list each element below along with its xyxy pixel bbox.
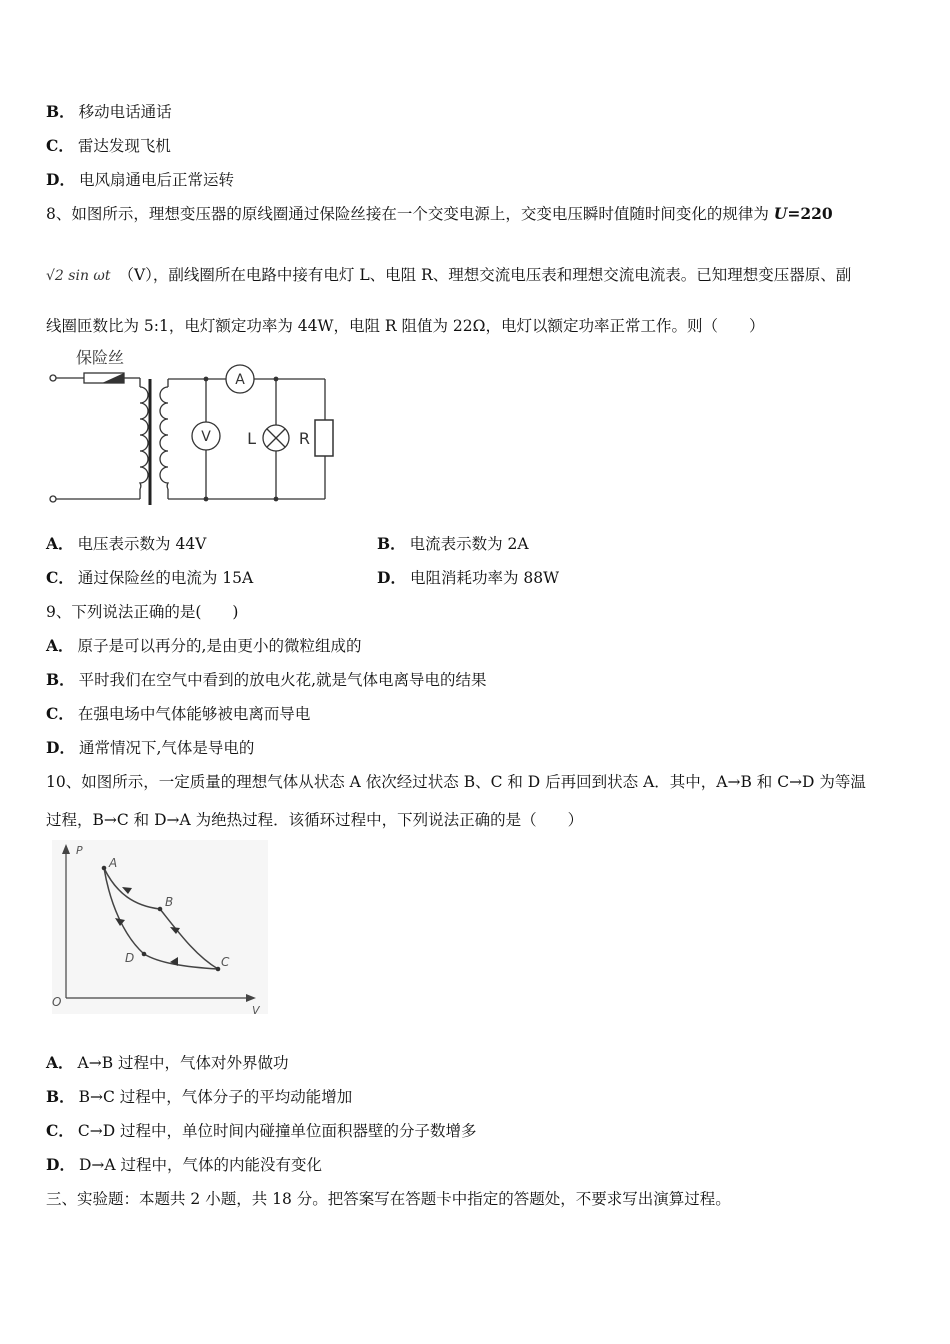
v-axis-label: V <box>252 1004 260 1017</box>
option-text: 电流表示数为 2A <box>409 535 529 553</box>
q8-option-a <box>46 533 206 555</box>
q10-option-c <box>46 1120 477 1142</box>
q8-option-c <box>46 567 253 589</box>
input-terminal-bottom <box>50 496 56 502</box>
option-label: A． <box>46 1053 74 1072</box>
q9-option-a <box>46 635 361 657</box>
q8-text: 线圈匝数比为 5:1，电灯额定功率为 44W，电阻 R 阻值为 22Ω，电灯以额定功率正常工作。则（ ） <box>46 317 765 335</box>
option-label: C． <box>46 1121 74 1140</box>
option-text: 通过保险丝的电流为 15A <box>77 569 254 587</box>
input-terminal-top <box>50 375 56 381</box>
option-label: D． <box>46 1155 75 1174</box>
option-label: B． <box>46 102 75 121</box>
option-text: 在强电场中气体能够被电离而导电 <box>77 705 311 723</box>
secondary-coil <box>160 387 168 489</box>
ammeter-label: A <box>235 372 245 388</box>
option-label: C． <box>46 568 74 587</box>
q9-option-d <box>46 737 254 759</box>
option-text: 电阻消耗功率为 88W <box>409 569 560 587</box>
point-d-label: D <box>125 951 135 965</box>
q8-u-eq: =220 <box>787 204 833 223</box>
q8-stem-line2 <box>46 264 851 287</box>
section-3-text: 三、实验题：本题共 2 小题，共 18 分。把答案写在答题卡中指定的答题处，不要求写出演算过程。 <box>46 1190 731 1208</box>
q10-option-d <box>46 1154 322 1176</box>
point-b-label: B <box>165 895 174 909</box>
option-text: B→C 过程中，气体分子的平均动能增加 <box>78 1088 353 1106</box>
option-label: C． <box>46 704 74 723</box>
origin-label: O <box>52 995 62 1009</box>
q10-text: 10、如图所示，一定质量的理想气体从状态 A 依次经过状态 B、C 和 D 后再回到状态 A．其中，A→B 和 C→D 为等温 <box>46 773 866 791</box>
q10-option-b <box>46 1086 352 1108</box>
q9-text: 9、下列说法正确的是( ) <box>46 603 239 621</box>
option-text: 电压表示数为 44V <box>77 535 207 553</box>
option-text: C→D 过程中，单位时间内碰撞单位面积器壁的分子数增多 <box>77 1122 477 1140</box>
q8-option-b <box>377 533 529 555</box>
p-axis-label: P <box>76 844 83 857</box>
q7-option-c <box>46 135 171 157</box>
point-c-label: C <box>221 955 230 969</box>
q8-text: （V），副线圈所在电路中接有电灯 L、电阻 R、理想交流电压表和理想交流电流表。已知理想变压器原、副 <box>118 266 852 284</box>
primary-coil <box>140 387 148 489</box>
q8-formula: √2 sin ωt <box>46 268 111 284</box>
option-label: B． <box>46 670 75 689</box>
q9-option-b <box>46 669 487 691</box>
pv-cycle-diagram <box>44 838 274 1020</box>
resistor <box>315 420 333 456</box>
point-a-label: A <box>109 856 118 870</box>
q7-option-b <box>46 101 172 123</box>
option-text: D→A 过程中，气体的内能没有变化 <box>78 1156 322 1174</box>
option-label: A． <box>46 534 74 553</box>
q10-stem-line1 <box>46 771 866 793</box>
option-text: A→B 过程中，气体对外界做功 <box>77 1054 289 1072</box>
fuse-label: 保险丝 <box>76 348 125 367</box>
option-text: 原子是可以再分的,是由更小的微粒组成的 <box>77 637 362 655</box>
diagram-background <box>52 840 268 1014</box>
q8-stem-line1 <box>46 203 833 225</box>
option-text: 电风扇通电后正常运转 <box>78 171 234 189</box>
q8-u-var: U <box>773 204 788 223</box>
option-label: B． <box>377 534 406 553</box>
q7-option-d <box>46 169 234 191</box>
option-text: 平时我们在空气中看到的放电火花,就是气体电离导电的结果 <box>78 671 487 689</box>
option-label: C． <box>46 136 74 155</box>
q8-stem-line3 <box>46 315 764 337</box>
option-label: D． <box>377 568 406 587</box>
q8-text: 8、如图所示，理想变压器的原线圈通过保险丝接在一个交变电源上，交变电压瞬时值随时间变化的规律为 <box>46 205 774 223</box>
option-label: B． <box>46 1087 75 1106</box>
option-label: D． <box>46 170 75 189</box>
section-3-heading <box>46 1188 731 1210</box>
q9-option-c <box>46 703 310 725</box>
voltmeter-label: V <box>201 429 211 445</box>
q10-stem-line2 <box>46 809 583 831</box>
transformer-circuit-diagram <box>44 343 344 513</box>
option-label: A． <box>46 636 74 655</box>
resistor-label: R <box>298 429 310 448</box>
q9-stem <box>46 601 238 623</box>
lamp-label: L <box>247 429 256 448</box>
q10-text: 过程，B→C 和 D→A 为绝热过程．该循环过程中，下列说法正确的是（ ） <box>46 811 584 829</box>
option-text: 移动电话通话 <box>78 103 172 121</box>
option-text: 雷达发现飞机 <box>77 137 171 155</box>
option-label: D． <box>46 738 75 757</box>
q8-option-d <box>377 567 559 589</box>
option-text: 通常情况下,气体是导电的 <box>78 739 255 757</box>
q10-option-a <box>46 1052 289 1074</box>
